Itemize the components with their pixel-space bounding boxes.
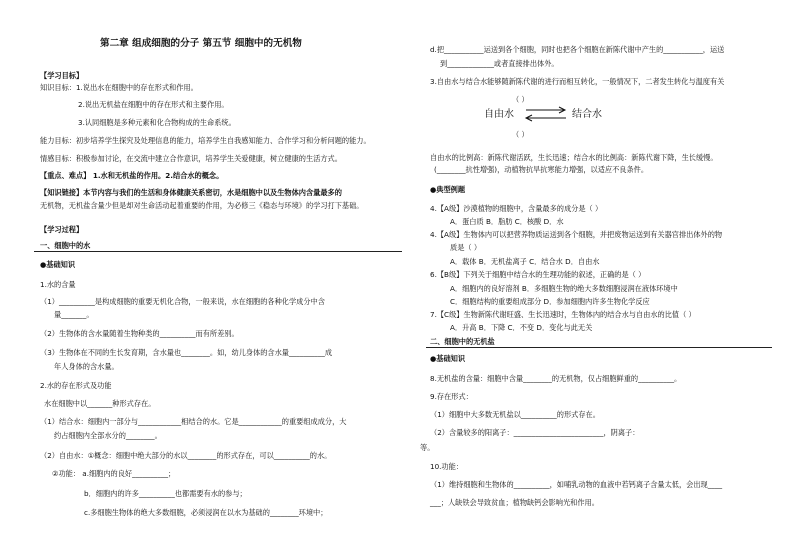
left-text-line: 【学习过程】 [40, 225, 84, 234]
page-title: 第二章 组成细胞的分子 第五节 细胞中的无机物 [100, 38, 302, 49]
left-text-line: 知识目标：1.说出水在细胞中的存在形式和作用。 [40, 83, 198, 92]
bracket-bottom: （ ） [512, 130, 529, 139]
right-text-line: C．细胞结构的重要组成部分 D．参加细胞内许多生物化学反应 [450, 297, 650, 306]
right-text-line: 9.存在形式： [430, 392, 473, 401]
right-text-line: 7.【C级】生物新陈代谢旺盛、生长迅速时，生物体内的结合水与自由水的比值（ ） [430, 310, 696, 319]
left-text-line: （1）结合水：细胞内一部分与____________相结合的水。它是____________的重要组成成分，大 [40, 417, 347, 426]
left-text-line: 一、细胞中的水 [40, 241, 91, 250]
right-text-line: d.把___________运送到各个细胞，同时也把各个细胞在新陈代谢中产生的___________，运送 [430, 45, 725, 54]
left-text-line: ②功能： a.细胞内的良好__________； [52, 469, 176, 478]
left-text-line: 能力目标：初步培养学生探究及处理信息的能力，培养学生自我感知能力、合作学习和分析问题的能力。 [40, 136, 371, 145]
right-text-line: （1）细胞中大多数无机盐以__________的形式存在。 [430, 410, 600, 419]
left-text-line: （3）生物体在不同的生长发育期，含水量也________。如，幼儿身体的含水量__________成 [40, 348, 333, 357]
right-text-line: 8.无机盐的含量：细胞中含量________的无机物，仅占细胞鲜重的__________。 [430, 374, 682, 383]
left-text-line: 2.说出无机盐在细胞中的存在形式和主要作用。 [78, 100, 229, 109]
left-text-line: 1.水的含量 [40, 280, 76, 289]
left-text-line: b．细胞内的许多__________也都需要有水的参与； [84, 489, 247, 498]
right-text-line: （2）含量较多的阳离子：_________________________，阴离子： [430, 428, 640, 437]
left-text-line: （2）生物体的含水量随着生物种类的__________而有所差别。 [40, 329, 239, 338]
left-text-line: 【重点、难点】 1.水和无机盐的作用。2.结合水的概念。 [40, 171, 224, 180]
right-text-line: 10.功能： [430, 462, 463, 471]
free-water-label: 自由水 [484, 109, 514, 120]
bound-water-label: 结合水 [572, 109, 602, 120]
right-text-line: 4.【A级】沙漠植物的细胞中，含量最多的成分是（ ） [430, 204, 603, 213]
left-text-line: ●基础知识 [40, 260, 76, 269]
conversion-arrows-icon [524, 106, 568, 122]
right-text-line: 二、细胞中的无机盐 [430, 337, 495, 346]
right-text-line: 等。 [420, 443, 435, 452]
right-text-line: 质是（ ） [450, 243, 482, 252]
left-text-line: 3.认同细胞是多种元素和化合物构成的生命系统。 [78, 118, 236, 127]
left-text-line: 水在细胞中以_______种形式存在。 [44, 399, 156, 408]
right-text-line: A．载体 B．无机盐离子 C．结合水 D．自由水 [450, 257, 600, 266]
left-text-line: 2.水的存在形式及功能 [40, 381, 112, 390]
right-text-line: A．升高 B．下降 C．不变 D．变化与此无关 [450, 323, 593, 332]
left-text-line: 约占细胞内全部水分的________。 [54, 431, 162, 440]
left-text-line: 【知识链接】本节内容与我们的生活和身体健康关系密切，水是细胞中以及生物体内含量最多的 [40, 188, 342, 197]
right-text-line: ●典型例题 [430, 185, 466, 194]
right-text-line: （1）维持细胞和生物体的__________，如哺乳动物的血液中若钙离子含量太低，会出现____ [430, 480, 723, 489]
left-text-line: 年人身体的含水量。 [54, 362, 119, 371]
right-text-line: (________抗性增强)，动植物抗旱抗寒能力增强，以适应不良条件。 [434, 165, 649, 174]
left-text-line: （2）自由水：①概念：细胞中绝大部分的水以________的形式存在，可以__________的水。 [40, 451, 332, 460]
right-text-line: ___；人缺铁会导致贫血；植物缺钙会影响光和作用。 [430, 498, 599, 507]
right-text-line: A．蛋白质 B．脂肪 C．核酸 D．水 [450, 217, 564, 226]
left-text-line: 无机物，无机盐含量少但是却对生命活动起着重要的作用，为必修三《稳态与环境》的学习打下基础。 [40, 201, 364, 210]
right-text-line: 4.【A级】生物体内可以把营养物质运送到各个细胞，并把废物运送到有关器官排出体外的物 [430, 230, 723, 239]
right-text-line: 自由水的比例高：新陈代谢活跃，生长迅速；结合水的比例高：新陈代谢下降，生长缓慢。 [430, 153, 718, 162]
left-text-line: 量_______。 [54, 310, 94, 319]
section-divider-right [426, 347, 772, 348]
right-text-line: ●基础知识 [430, 354, 466, 363]
right-text-line: 到_____________或者直接排出体外。 [440, 59, 559, 68]
bracket-top: （ ） [512, 95, 529, 104]
left-text-line: （1）__________是构成细胞的重要无机化合物，一般来说，水在细胞的各种化学成分中含 [40, 297, 325, 306]
left-text-line: 【学习目标】 [40, 71, 84, 80]
left-text-line: c.多细胞生物体的绝大多数细胞，必须浸润在以水为基础的________环境中； [84, 508, 328, 517]
right-text-line: 6.【B级】下列关于细胞中结合水的生理功能的叙述，正确的是（ ） [430, 270, 646, 279]
section-divider-left [34, 251, 402, 252]
right-text-line: A．细胞内的良好溶剂 B．多细胞生物的绝大多数细胞浸润在液体环境中 [450, 284, 678, 293]
left-text-line: 情感目标：积极参加讨论，在交流中建立合作意识，培养学生关爱健康，树立健康的生活方式。 [40, 154, 342, 163]
right-text-line: 3.自由水与结合水能够随新陈代谢的进行而相互转化，一般情况下，二者发生转化与温度有关 [430, 77, 725, 86]
